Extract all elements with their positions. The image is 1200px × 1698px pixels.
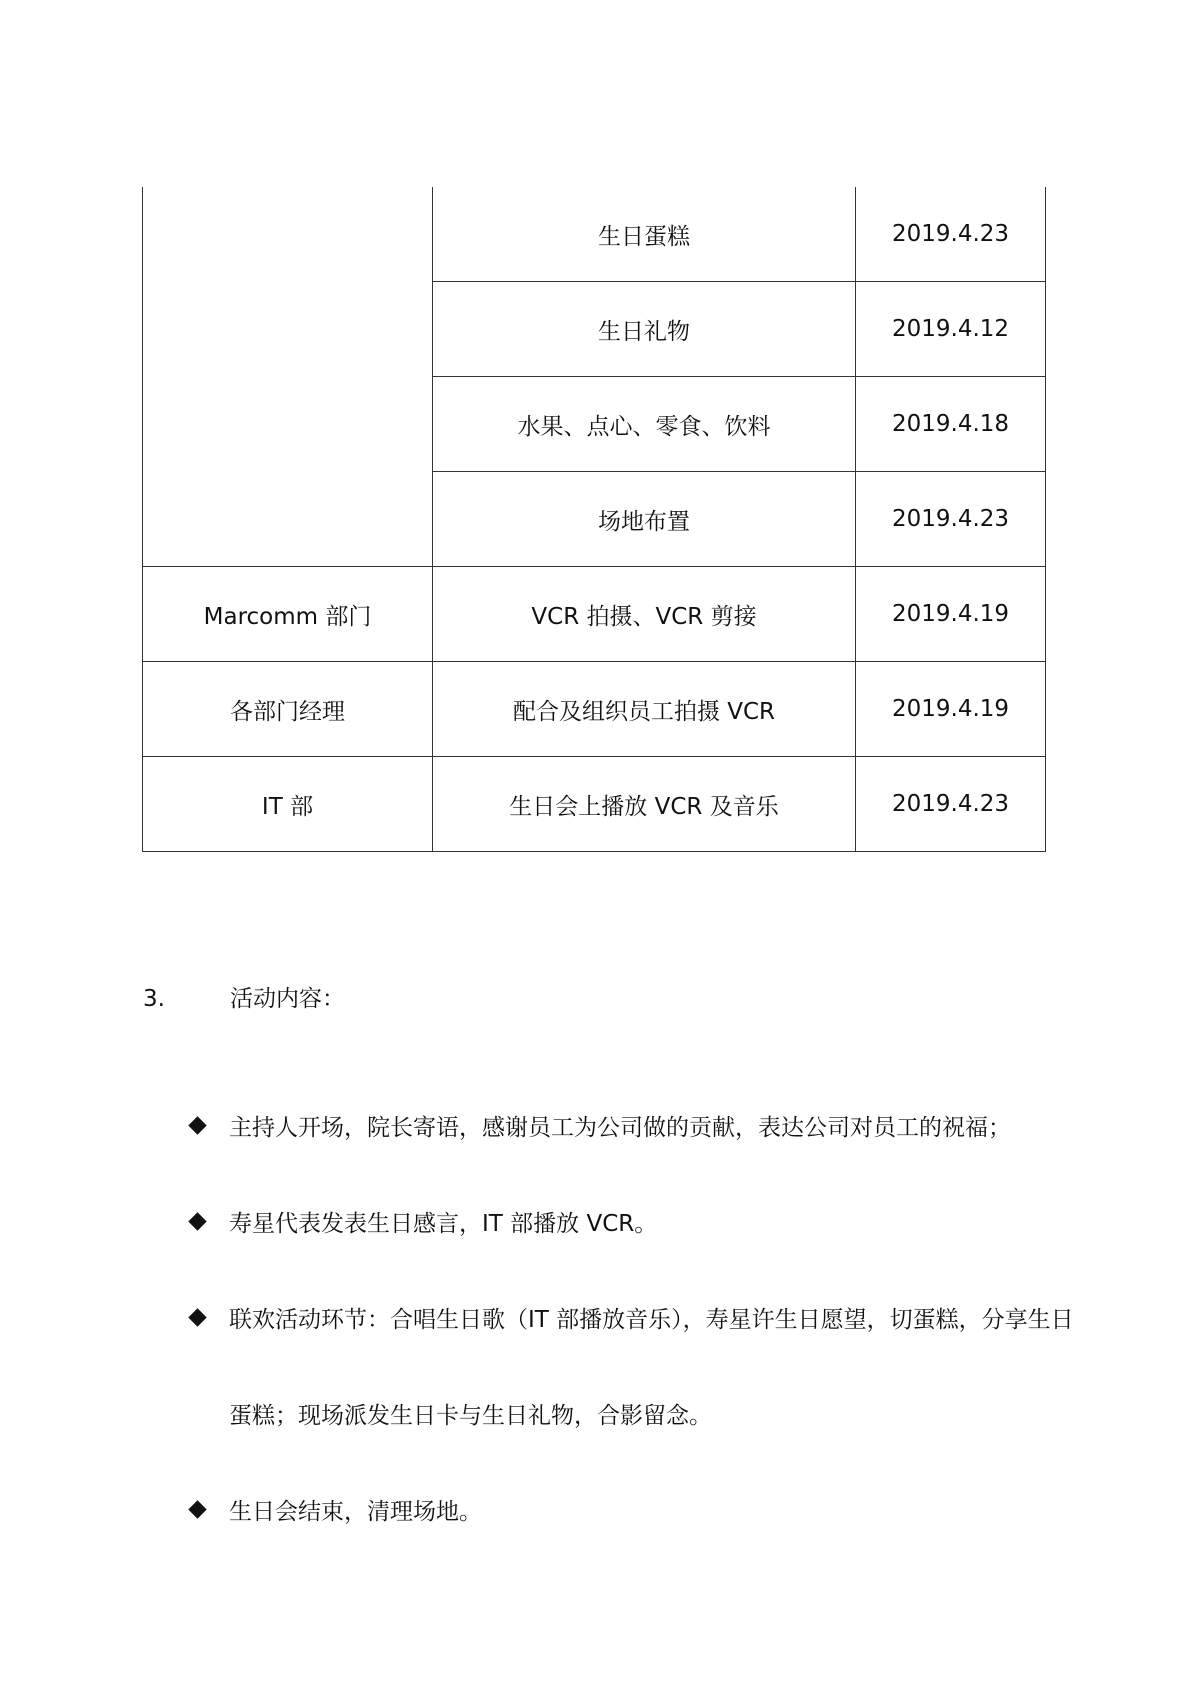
task-cell: 水果、点心、零食、饮料 — [433, 377, 856, 472]
date-cell: 2019.4.18 — [856, 377, 1046, 472]
table-row — [143, 187, 1046, 282]
task-cell: 生日礼物 — [433, 282, 856, 377]
dept-cell — [143, 187, 433, 567]
list-item — [187, 1176, 1087, 1272]
schedule-table — [142, 187, 1046, 852]
date-cell: 2019.4.19 — [856, 567, 1046, 662]
task-cell: 生日会上播放 VCR 及音乐 — [433, 757, 856, 852]
list-item-text: 联欢活动环节：合唱生日歌（IT 部播放音乐），寿星许生日愿望，切蛋糕，分享生日蛋糕；现场派发生日卡与生日礼物，合影留念。 — [229, 1307, 1074, 1429]
diamond-bullet-icon — [188, 1116, 206, 1134]
task-cell: 配合及组织员工拍摄 VCR — [433, 662, 856, 757]
section-heading — [143, 983, 345, 1015]
date-cell: 2019.4.23 — [856, 757, 1046, 852]
list-item — [187, 1080, 1087, 1176]
diamond-bullet-icon — [188, 1500, 206, 1518]
section-number: 3. — [143, 986, 165, 1012]
task-cell: 生日蛋糕 — [433, 187, 856, 282]
diamond-bullet-icon — [188, 1212, 206, 1230]
list-item — [187, 1272, 1087, 1464]
list-item-text: 主持人开场，院长寄语，感谢员工为公司做的贡献，表达公司对员工的祝福； — [229, 1115, 1011, 1141]
list-item — [187, 1464, 1087, 1560]
task-cell: 场地布置 — [433, 472, 856, 567]
dept-cell: 各部门经理 — [143, 662, 433, 757]
diamond-bullet-icon — [188, 1308, 206, 1326]
list-item-text: 寿星代表发表生日感言，IT 部播放 VCR。 — [229, 1211, 658, 1237]
date-cell: 2019.4.23 — [856, 472, 1046, 567]
activity-list — [187, 1080, 1087, 1560]
table-row — [143, 757, 1046, 852]
dept-cell: Marcomm 部门 — [143, 567, 433, 662]
section-title: 活动内容： — [230, 986, 345, 1012]
dept-cell: IT 部 — [143, 757, 433, 852]
list-item-text: 生日会结束，清理场地。 — [229, 1499, 482, 1525]
task-cell: VCR 拍摄、VCR 剪接 — [433, 567, 856, 662]
date-cell: 2019.4.23 — [856, 187, 1046, 282]
table-row — [143, 662, 1046, 757]
table-row — [143, 567, 1046, 662]
date-cell: 2019.4.19 — [856, 662, 1046, 757]
date-cell: 2019.4.12 — [856, 282, 1046, 377]
